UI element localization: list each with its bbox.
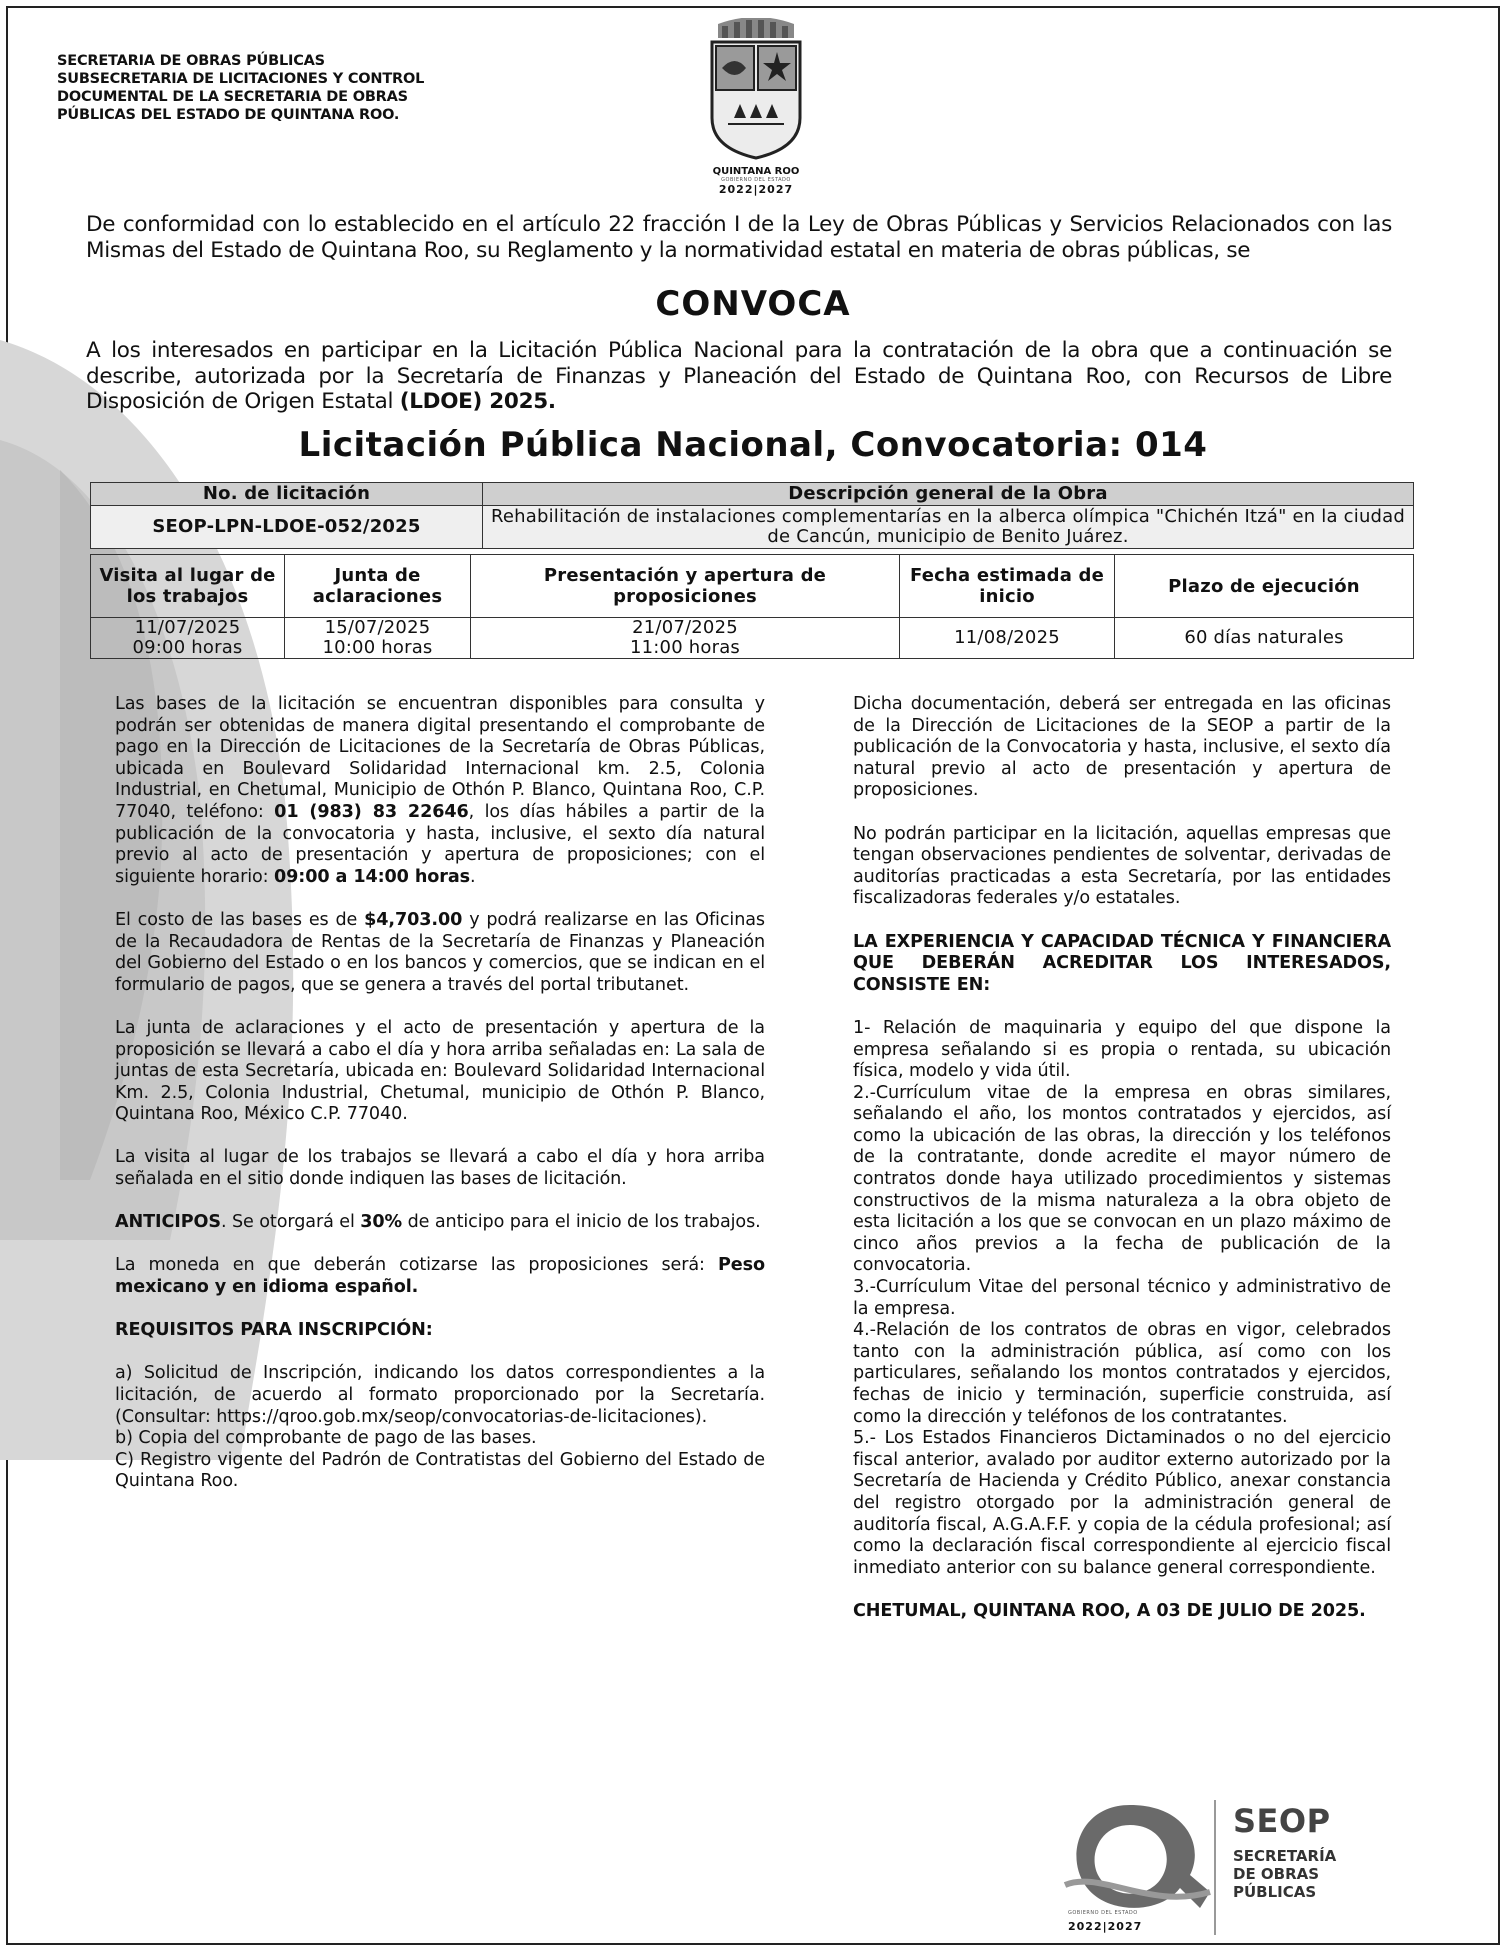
seop-sub-line: PÚBLICAS — [1233, 1883, 1317, 1901]
left-column — [115, 694, 765, 1493]
anticipos-label: ANTICIPOS — [115, 1212, 221, 1233]
schedule-table — [90, 554, 1414, 659]
phone-number: 01 (983) 83 22646 — [274, 801, 469, 822]
list-item: 1- Relación de maquinaria y equipo del que dispone la empresa señalando si es propia o rentada, su ubicación física, modelo y vida útil. — [853, 1017, 1391, 1082]
cell-date: 21/07/2025 — [632, 617, 738, 638]
coat-of-arms-icon — [700, 18, 812, 160]
requisito-b: b) Copia del comprobante de pago de las bases. — [115, 1428, 537, 1449]
state-logo-years: 2022|2027 — [718, 183, 794, 196]
header-cell: Presentación y apertura de proposiciones — [471, 555, 900, 618]
closing-place-date — [853, 1601, 1391, 1623]
text: de anticipo para el inicio de los trabajos. — [407, 1212, 761, 1233]
quintana-roo-q-icon — [1065, 1805, 1210, 1908]
seop-subtitle — [1233, 1847, 1336, 1901]
list-item: 5.- Los Estados Financieros Dictaminados o no del ejercicio fiscal anterior, avalado por auditor externo autorizado por la Secretaría de Hacienda y Crédito Público, anexar constancia del registro otorgado por la administración general de auditoría fiscal, A.G.A.F.F. y copia de la cédula profesional; así como la declaración fiscal correspondiente al ejercicio fiscal inmediato anterior con su balance general correspondiente. — [853, 1428, 1391, 1578]
licitacion-number: SEOP-LPN-LDOE-052/2025 — [91, 506, 483, 549]
convoca-heading: CONVOCA — [655, 284, 851, 324]
list-item: 4.-Relación de los contratos de obras en vigor, celebrados tanto con la administración pública, así como con los particulares, señalando los montos contratados y ejercidos, fechas de inicio y terminación, superficie construida, así como la dirección y teléfonos de los contratantes. — [853, 1320, 1391, 1427]
obra-description: Rehabilitación de instalaciones complementarías en la alberca olímpica "Chichén Itzá" en la ciudad de Cancún, municipio de Benito Juárez. — [483, 506, 1414, 549]
cost-paragraph — [115, 910, 765, 996]
table-header-row — [91, 555, 1414, 618]
bases-paragraph — [115, 694, 765, 888]
intro2-bold: (LDOE) 2025. — [399, 389, 556, 414]
text: CHETUMAL, QUINTANA ROO, A 03 DE JULIO DE 2025. — [853, 1600, 1366, 1621]
org-line: PÚBLICAS DEL ESTADO DE QUINTANA ROO. — [57, 107, 400, 123]
requisitos-heading — [115, 1320, 765, 1342]
requisito-c: C) Registro vigente del Padrón de Contratistas del Gobierno del Estado de Quintana Roo. — [115, 1449, 765, 1492]
list-item: 3.-Currículum Vitae del personal técnico y administrativo de la empresa. — [853, 1277, 1391, 1319]
header-cell: Junta de aclaraciones — [285, 555, 471, 618]
duration-cell: 60 días naturales — [1115, 618, 1414, 659]
text: El costo de las bases es de — [115, 909, 358, 930]
anticipo-percent: 30% — [360, 1212, 403, 1233]
seop-sub-line: SECRETARÍA — [1233, 1847, 1337, 1865]
list-item: 2.-Currículum vitae de la empresa en obras similares, señalando el año, los montos contratados y ejercidos, así como la ubicación de las obras, la dirección y los teléfonos de la contratante, donde acredite el mayor número de contratos donde haya utilizado procedimientos y sistemas constructivos de la misma naturaleza a la obra objeto de esta licitación a los que se convocan en un plazo máximo de cinco años previos a la fecha de publicación de la convocatoria. — [853, 1082, 1391, 1276]
table-header-row — [91, 483, 1414, 506]
text: REQUISITOS PARA INSCRIPCIÓN: — [115, 1320, 433, 1341]
experiencia-heading — [853, 932, 1391, 997]
currency-language: Peso mexicano y en idioma español. — [115, 1255, 765, 1298]
intro-paragraph-2 — [86, 338, 1392, 415]
table-row — [91, 506, 1414, 549]
cost-amount: $4,703.00 — [364, 909, 463, 930]
header-cell: Descripción general de la Obra — [483, 483, 1414, 506]
state-logo-subtitle: GOBIERNO DEL ESTADO — [721, 177, 791, 183]
office-hours: 09:00 a 14:00 horas — [274, 866, 470, 887]
cell-date: 15/07/2025 — [324, 617, 431, 638]
intro-paragraph: De conformidad con lo establecido en el artículo 22 fracción I de la Ley de Obras Públicas y Servicios Relacionados con las Mismas del Estado de Quintana Roo, su Reglamento y la normatividad estatal en materia de obras públicas, se — [86, 212, 1392, 263]
seop-sub-line: DE OBRAS — [1233, 1865, 1320, 1883]
text: . Se otorgará el — [220, 1212, 355, 1233]
state-name: QUINTANA ROO — [712, 166, 800, 177]
moneda-paragraph — [115, 1255, 765, 1298]
licitacion-title: Licitación Pública Nacional, Convocatoria: 014 — [298, 425, 1208, 465]
seop-title: SEOP — [1233, 1802, 1331, 1840]
text: . — [470, 866, 476, 887]
text: Las bases de la licitación se encuentran disponibles para consulta y podrán ser obtenidas de manera digital presentando el comprobante de pago en la Dirección de Licitaciones de la Secretaría de Obras Públicas, ubicada en Boulevard Solidaridad Internacional km. 2.5, Colonia Industrial, en Chetumal, Municipio de Othón P. Blanco, Quintana Roo, C.P. 77040, teléfono: — [115, 694, 765, 822]
cell-date: 11/07/2025 — [134, 617, 241, 638]
header-cell: No. de licitación — [91, 483, 483, 506]
header-cell: Plazo de ejecución — [1115, 555, 1414, 618]
anticipos-paragraph — [115, 1212, 765, 1234]
org-line: DOCUMENTAL DE LA SECRETARIA DE OBRAS — [57, 89, 408, 105]
visita-paragraph: La visita al lugar de los trabajos se llevará a cabo el día y hora arriba señalada en el sitio donde indiquen las bases de licitación. — [115, 1147, 765, 1190]
documentacion-paragraph: Dicha documentación, deberá ser entregada en las oficinas de la Dirección de Licitaciones de la SEOP a partir de la publicación de la Convocatoria y hasta, inclusive, el sexto día natural previo al acto de presentación y apertura de proposiciones. — [853, 694, 1391, 801]
intro2-text: A los interesados en participar en la Licitación Pública Nacional para la contratación de la obra que a continuación se describe, autorizada por la Secretaría de Finanzas y Planeación del Estado de Quintana Roo, con Recursos de Libre Disposición de Origen Estatal — [86, 338, 1392, 414]
requisito-a: a) Solicitud de Inscripción, indicando los datos correspondientes a la licitación, de acuerdo al formato proporcionado por la Secretaría. (Consultar: https://qroo.gob.mx/seop/convocatorias-de-licitaciones). — [115, 1363, 765, 1427]
start-date-cell: 11/08/2025 — [900, 618, 1115, 659]
org-line: SUBSECRETARIA DE LICITACIONES Y CONTROL — [57, 71, 425, 87]
visit-date-cell — [91, 618, 285, 659]
header-cell: Fecha estimada de inicio — [900, 555, 1115, 618]
q-logo-years: 2022|2027 — [1068, 1920, 1143, 1933]
restriccion-paragraph: No podrán participar en la licitación, aquellas empresas que tengan observaciones pendientes de solventar, derivadas de auditorías practicadas a esta Secretaría, por las entidades fiscalizadoras federales y/o estatales. — [853, 823, 1391, 909]
table-row — [91, 618, 1414, 659]
text: , los días hábiles a partir de la publicación de la convocatoria y hasta, inclusive, el sexto día natural previo al acto de presentación y apertura de proposiciones; con el siguiente horario: — [115, 801, 765, 887]
apertura-date-cell — [471, 618, 900, 659]
text: y podrá realizarse en las Oficinas de la Recaudadora de Rentas de la Secretaría de Finanzas y Planeación del Gobierno del Estado o en los bancos y comercios, que se indican en el formulario de pagos, que se genera a través del portal tributanet. — [115, 909, 765, 995]
junta-paragraph: La junta de aclaraciones y el acto de presentación y apertura de la proposición se llevará a cabo el día y hora arriba señaladas en: La sala de juntas de esta Secretaría, ubicada en: Boulevard Solidaridad Internacional Km. 2.5, Colonia Industrial, Chetumal, municipio de Othón P. Blanco, Quintana Roo, México C.P. 77040. — [115, 1017, 765, 1125]
junta-date-cell — [285, 618, 471, 659]
text: LA EXPERIENCIA Y CAPACIDAD TÉCNICA Y FINANCIERA QUE DEBERÁN ACREDITAR LOS INTERESADOS, CONSISTE EN: — [853, 931, 1391, 995]
cell-time: 09:00 horas — [132, 637, 243, 658]
state-coat-of-arms-logo — [700, 18, 812, 203]
issuing-organization — [57, 52, 424, 124]
text: La moneda en que deberán cotizarse las proposiciones será: — [115, 1255, 705, 1276]
org-line: SECRETARIA DE OBRAS PÚBLICAS — [57, 53, 325, 69]
cell-time: 11:00 horas — [629, 637, 741, 658]
cell-time: 10:00 horas — [322, 637, 433, 658]
right-column — [853, 694, 1391, 1644]
q-logo-subtitle: GOBIERNO DEL ESTADO — [1068, 1910, 1138, 1916]
licitacion-table — [90, 482, 1414, 549]
header-cell: Visita al lugar de los trabajos — [91, 555, 285, 618]
